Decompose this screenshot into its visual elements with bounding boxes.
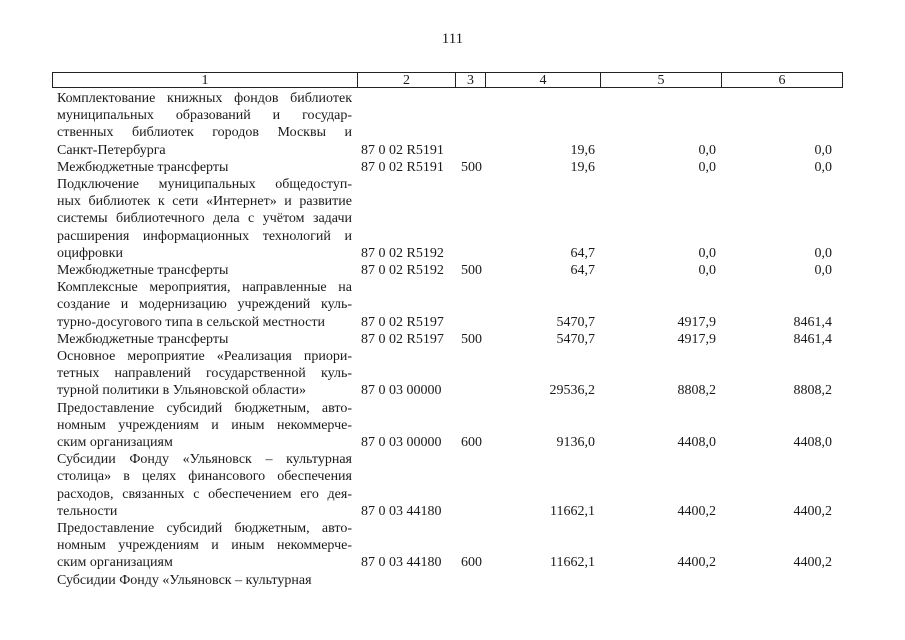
- row-name-line: Межбюджетные трансферты: [57, 263, 229, 278]
- row-value-col4: 5470,7: [556, 331, 595, 347]
- row-code: 87 0 02 R5192: [361, 263, 444, 278]
- row-name-line: расширения информационных технологий и: [57, 228, 352, 244]
- row-name-line: Основное мероприятие «Реализация приори-: [57, 349, 352, 364]
- row-name-line: тетных направлений государственной куль-: [57, 366, 352, 382]
- row-name: [57, 176, 352, 262]
- row-name-line: ским организациям: [57, 435, 173, 450]
- row-vr: 500: [461, 263, 482, 278]
- row-value-col6: 0,0: [814, 263, 832, 278]
- row-name-line: тельности: [57, 503, 118, 519]
- row-name: [57, 279, 352, 331]
- row-value-col6: 4408,0: [793, 434, 832, 450]
- header-col-4: 4: [486, 72, 601, 88]
- table-row: [0, 331, 905, 348]
- row-vr: 600: [461, 434, 482, 450]
- row-name-line: турной политики в Ульяновской области»: [57, 383, 306, 399]
- row-name-line: Санкт-Петербурга: [57, 142, 166, 158]
- row-value-col5: 8808,2: [677, 383, 716, 399]
- row-name-line: оцифровки: [57, 245, 123, 261]
- row-name-line: ных библиотек к сети «Интернет» и развитие: [57, 194, 352, 210]
- row-value-col5: 0,0: [698, 263, 716, 278]
- row-value-col6: 8461,4: [793, 331, 832, 347]
- table-row: [0, 348, 905, 400]
- table-row: [0, 451, 905, 520]
- row-value-col4: 64,7: [570, 245, 595, 261]
- row-name-line: номным учреждениям и иным некоммерче-: [57, 538, 352, 554]
- row-value-col4: 19,6: [570, 159, 595, 175]
- row-value-col5: 4400,2: [677, 555, 716, 571]
- row-name-line: Предоставление субсидий бюджетным, авто-: [57, 521, 352, 536]
- table-row: [0, 262, 905, 279]
- row-vr: 500: [461, 159, 482, 175]
- row-name: [57, 262, 352, 279]
- row-name-line: создание и модернизацию учреждений куль-: [57, 297, 352, 313]
- row-code: 87 0 02 R5197: [361, 314, 444, 330]
- row-value-col6: 0,0: [814, 142, 832, 158]
- row-value-col4: 5470,7: [556, 314, 595, 330]
- row-code: 87 0 03 44180: [361, 555, 442, 571]
- row-value-col6: 8808,2: [793, 383, 832, 399]
- row-name-line: Межбюджетные трансферты: [57, 331, 229, 347]
- header-col-3: 3: [456, 72, 486, 88]
- row-name-line: ственных библиотек городов Москвы и: [57, 125, 352, 141]
- row-name-line: муниципальных образований и государ-: [57, 108, 352, 124]
- row-value-col4: 11662,1: [550, 503, 595, 519]
- row-name: [57, 348, 352, 400]
- row-name: [57, 451, 352, 520]
- row-name-line: Межбюджетные трансферты: [57, 159, 229, 175]
- row-name-line: Предоставление субсидий бюджетным, авто-: [57, 400, 352, 416]
- row-code: 87 0 02 R5191: [361, 142, 444, 158]
- row-value-col4: 29536,2: [549, 383, 595, 399]
- page-number: 111: [441, 31, 464, 47]
- table-row: [0, 159, 905, 176]
- row-name: [57, 572, 352, 589]
- table-row: [0, 572, 905, 589]
- row-value-col5: 0,0: [698, 159, 716, 175]
- row-name-line: системы библиотечного дела с учётом задачи: [57, 211, 352, 227]
- row-value-col6: 4400,2: [793, 555, 832, 571]
- row-code: 87 0 03 44180: [361, 503, 442, 519]
- row-name: [57, 400, 352, 452]
- row-code: 87 0 02 R5191: [361, 159, 444, 175]
- row-name-line: Субсидии Фонду «Ульяновск – культурная: [57, 452, 352, 468]
- row-name-line: Комплексные мероприятия, направленные на: [57, 280, 352, 296]
- table-row: [0, 176, 905, 262]
- table-row: [0, 520, 905, 572]
- row-name: [57, 520, 352, 572]
- row-name-line: номным учреждениям и иным некоммерче-: [57, 417, 352, 433]
- table-row: [0, 400, 905, 452]
- row-name-line: Комплектование книжных фондов библиотек: [57, 91, 352, 106]
- row-code: 87 0 03 00000: [361, 434, 442, 450]
- row-value-col6: 4400,2: [793, 503, 832, 519]
- row-name-line: турно-досугового типа в сельской местности: [57, 314, 326, 330]
- row-name: [57, 90, 352, 159]
- row-value-col4: 9136,0: [556, 434, 595, 450]
- row-value-col6: 0,0: [814, 159, 832, 175]
- row-code: 87 0 03 00000: [361, 383, 442, 399]
- row-value-col5: 0,0: [698, 245, 716, 261]
- row-value-col4: 64,7: [570, 263, 595, 278]
- row-value-col6: 8461,4: [793, 314, 832, 330]
- row-name-line: Подключение муниципальных общедоступ-: [57, 177, 352, 192]
- row-name-line: столица» в целях финансового обеспечения: [57, 469, 352, 485]
- row-value-col5: 4408,0: [677, 434, 716, 450]
- row-vr: 600: [461, 555, 482, 571]
- row-name: [57, 331, 352, 348]
- table-row: [0, 90, 905, 159]
- header-col-2: 2: [358, 72, 456, 88]
- row-name: [57, 159, 352, 176]
- header-col-5: 5: [601, 72, 722, 88]
- row-code: 87 0 02 R5197: [361, 331, 444, 347]
- row-value-col4: 11662,1: [550, 555, 595, 571]
- row-code: 87 0 02 R5192: [361, 245, 444, 261]
- header-col-1: 1: [52, 72, 358, 88]
- row-value-col4: 19,6: [570, 142, 595, 158]
- row-value-col5: 4917,9: [677, 331, 716, 347]
- row-value-col5: 4400,2: [677, 503, 716, 519]
- row-vr: 500: [461, 331, 482, 347]
- row-value-col5: 4917,9: [677, 314, 716, 330]
- row-name-line: Субсидии Фонду «Ульяновск – культурная: [57, 572, 312, 588]
- table-row: [0, 279, 905, 331]
- row-name-line: ским организациям: [57, 555, 173, 571]
- row-name-line: расходов, связанных с обеспечением его дея-: [57, 486, 352, 502]
- header-col-6: 6: [722, 72, 843, 88]
- row-value-col6: 0,0: [814, 245, 832, 261]
- row-value-col5: 0,0: [698, 142, 716, 158]
